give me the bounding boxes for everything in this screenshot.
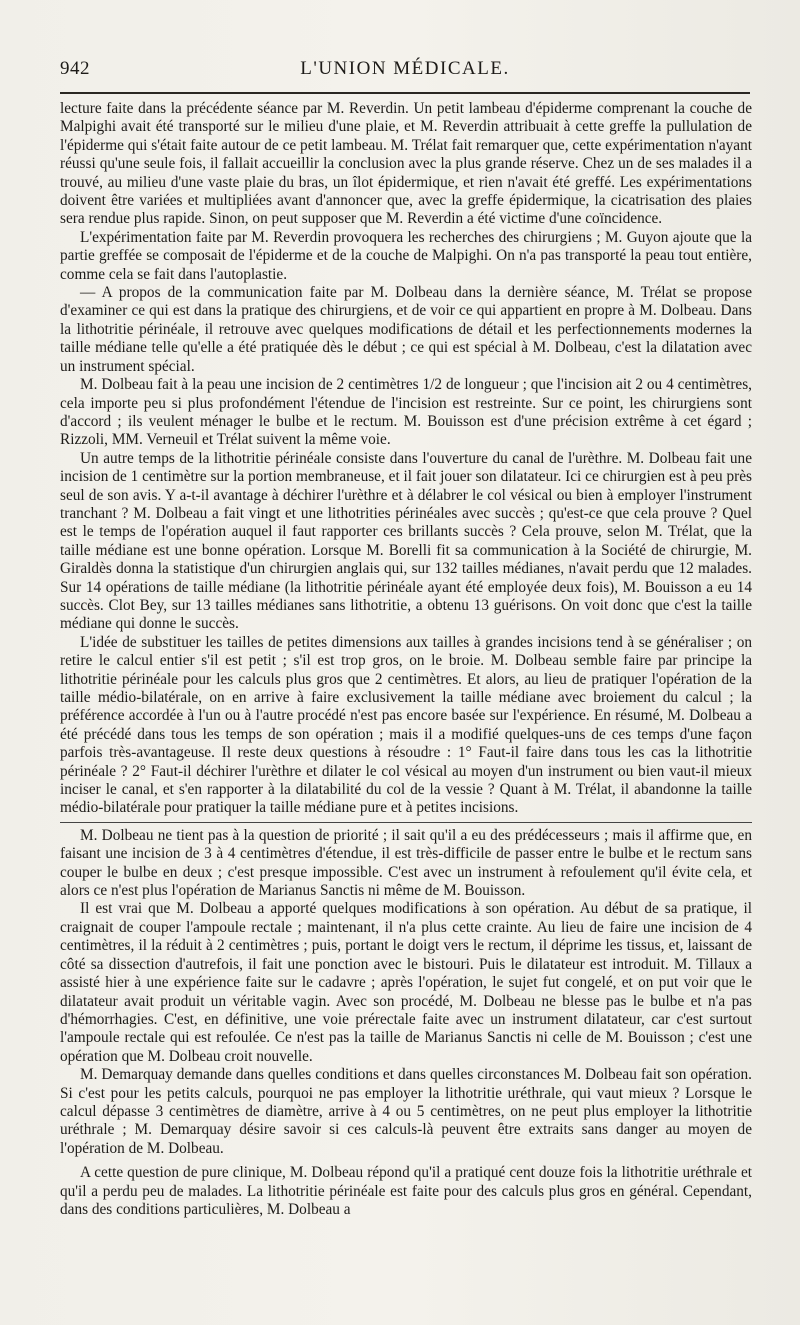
paragraph: A cette question de pure clinique, M. Dolbeau répond qu'il a pratiqué cent douze fois la lithotritie uréthrale et qu'il a perdu peu de malades. La lithotritie périnéale est faite pour des calculs plus gros en général. Cependant, dans des conditions particulières, M. Dolbeau a	[60, 1164, 752, 1218]
journal-title: L'UNION MÉDICALE.	[300, 58, 510, 79]
paragraph: Il est vrai que M. Dolbeau a apporté quelques modifications à son opération. Au début de sa pratique, il craignait de couper l'ampoule rectale ; maintenant, il n'a plus cette crainte. Au lieu de faire une incision de 4 centimètres, il la réduit à 2 centimètres ; puis, portant le doigt vers le rectum, il déprime les tissus, et, laissant de côté sa dissection d'autrefois, il fait une ponction avec le bistouri. Puis le dilatateur est introduit. M. Tillaux a assisté hier à une expérience faite sur le cadavre ; après l'opération, le sujet fut congelé, et on put voir que le dilatateur avait produit un véritable vagin. Avec son procédé, M. Dolbeau ne blesse pas le bulbe et n'a pas d'hémorrhagies. C'est, en définitive, une voie prérectale faite avec un instrument dilatateur, car c'est surtout l'ampoule rectale qui est refoulée. Ce n'est pas la taille de Marianus Sanctis ni celle de M. Bouisson ; c'est une opération que M. Dolbeau croit nouvelle.	[60, 900, 752, 1065]
page-number: 942	[60, 58, 90, 79]
paragraph: — A propos de la communication faite par M. Dolbeau dans la dernière séance, M. Trélat se propose d'examiner ce qui est dans la pratique des chirurgiens, et de voir ce qui appartient en propre à M. Dolbeau. Dans la lithotritie périnéale, il retrouve avec quelques modifications de détail et les perfectionnements modernes la taille médiane telle qu'elle a été pratiquée dès le début ; ce qui est spécial à M. Dolbeau, c'est la dilatation avec un instrument spécial.	[60, 284, 752, 375]
paragraph: M. Dolbeau ne tient pas à la question de priorité ; il sait qu'il a eu des prédécesseurs ; mais il affirme que, en faisant une incision de 3 à 4 centimètres d'étendue, il est très-difficile de passer entre le bulbe et le rectum sans couper le bulbe en deux ; c'est presque impossible. C'est avec un instrument à refoulement qu'il évite cela, et alors ce n'est plus l'opération de Marianus Sanctis ni même de M. Bouisson.	[60, 826, 752, 900]
paragraph: M. Dolbeau fait à la peau une incision de 2 centimètres 1/2 de longueur ; que l'incision ait 2 ou 4 centimètres, cela importe peu si plus profondément l'étendue de l'incision est restreinte. Sur ce point, les chirurgiens sont d'accord ; ils veulent ménager le bulbe et le rectum. M. Bouisson est d'une précision extrême à cet égard ; Rizzoli, MM. Verneuil et Trélat suivent la même voie.	[60, 376, 752, 449]
section-divider	[60, 822, 752, 823]
paragraph: M. Demarquay demande dans quelles conditions et dans quelles circonstances M. Dolbeau fait son opération. Si c'est pour les petits calculs, pourquoi ne pas employer la lithotritie uréthrale, qui vaut mieux ? Lorsque le calcul dépasse 3 centimètres de diamètre, arrive à 4 ou 5 centimètres, on ne peut plus employer la lithotritie uréthrale ; M. Demarquay désire savoir si ces calculs-là peuvent être extraits sans danger au moyen de l'opération de M. Dolbeau.	[60, 1066, 752, 1157]
paragraph: L'idée de substituer les tailles de petites dimensions aux tailles à grandes incisions tend à se généraliser ; on retire le calcul entier s'il est petit ; s'il est trop gros, on le broie. M. Dolbeau semble faire par principe la lithotritie périnéale pour les calculs plus gros que 2 centimètres. Et alors, au lieu de pratiquer l'opération de la taille médio-bilatérale, on en arrive à faire exclusivement la taille médiane avec broiement du calcul ; la préférence accordée à l'un ou à l'autre procédé n'est pas encore basée sur l'expérience. En résumé, M. Dolbeau a été précédé dans tous les temps de son opération ; mais il a modifié quelques-uns de ces temps d'une façon parfois très-avantageuse. Il reste deux questions à résoudre : 1° Faut-il faire dans tous les cas la lithotritie périnéale ? 2° Faut-il déchirer l'urèthre et dilater le col vésical au moyen d'un instrument ou bien vaut-il mieux inciser le canal, et s'en rapporter à la dilatabilité du col de la vessie ? Quant à M. Trélat, il abandonne la taille médio-bilatérale pour pratiquer la taille médiane pure et à petites incisions.	[60, 633, 752, 817]
header-rule	[60, 92, 750, 94]
paragraph: L'expérimentation faite par M. Reverdin provoquera les recherches des chirurgiens ; M. Guyon ajoute que la partie greffée se composait de l'épiderme et de la couche de Malpighi. On n'a pas transporté la peau tout entière, comme cela se fait dans l'autoplastie.	[60, 228, 752, 283]
paragraph: Un autre temps de la lithotritie périnéale consiste dans l'ouverture du canal de l'urèthre. M. Dolbeau fait une incision de 1 centimètre sur la portion membraneuse, et il fait jouer son dilatateur. Ici ce chirurgien est à peu près seul de son avis. Y a-t-il avantage à déchirer l'urèthre et à délabrer le col vésical ou bien à employer l'instrument tranchant ? M. Dolbeau a fait vingt et une lithotrities périnéales avec succès ; qu'est-ce que cela prouve ? Quel est le temps de l'opération auquel il faut rapporter ces brillants succès ? Cela prouve, selon M. Trélat, que la taille médiane est une bonne opération. Lorsque M. Borelli fit sa communication à la Société de chirurgie, M. Giraldès donna la statistique d'un chirurgien anglais qui, sur 132 tailles médianes, n'avait perdu que 12 malades. Sur 14 opérations de taille médiane (la lithotritie périnéale ayant été employée deux fois), M. Bouisson a eu 14 succès. Clot Bey, sur 13 tailles médianes sans lithotritie, a obtenu 13 guérisons. On voit donc que c'est la taille médiane qui donne le succès.	[60, 449, 752, 633]
running-header	[60, 58, 750, 84]
article-body	[60, 100, 752, 1219]
paragraph: lecture faite dans la précédente séance par M. Reverdin. Un petit lambeau d'épiderme comprenant la couche de Malpighi avait été transporté sur le milieu d'une plaie, et M. Reverdin attribuait à cette greffe la pullulation de l'épiderme qui s'était faite autour de ce petit lambeau. M. Trélat fait remarquer que, cette expérimentation n'ayant réussi qu'une seule fois, il fallait accueillir la conclusion avec la plus grande réserve. Chez un de ses malades il a trouvé, au milieu d'une vaste plaie du bras, un îlot épidermique, et rien n'avait été greffé. Les expérimentations doivent être variées et multipliées avant d'annoncer que, avec la greffe épidermique, la cicatrisation des plaies sera rendue plus rapide. Sinon, on peut supposer que M. Reverdin a été victime d'une coïncidence.	[60, 100, 752, 228]
